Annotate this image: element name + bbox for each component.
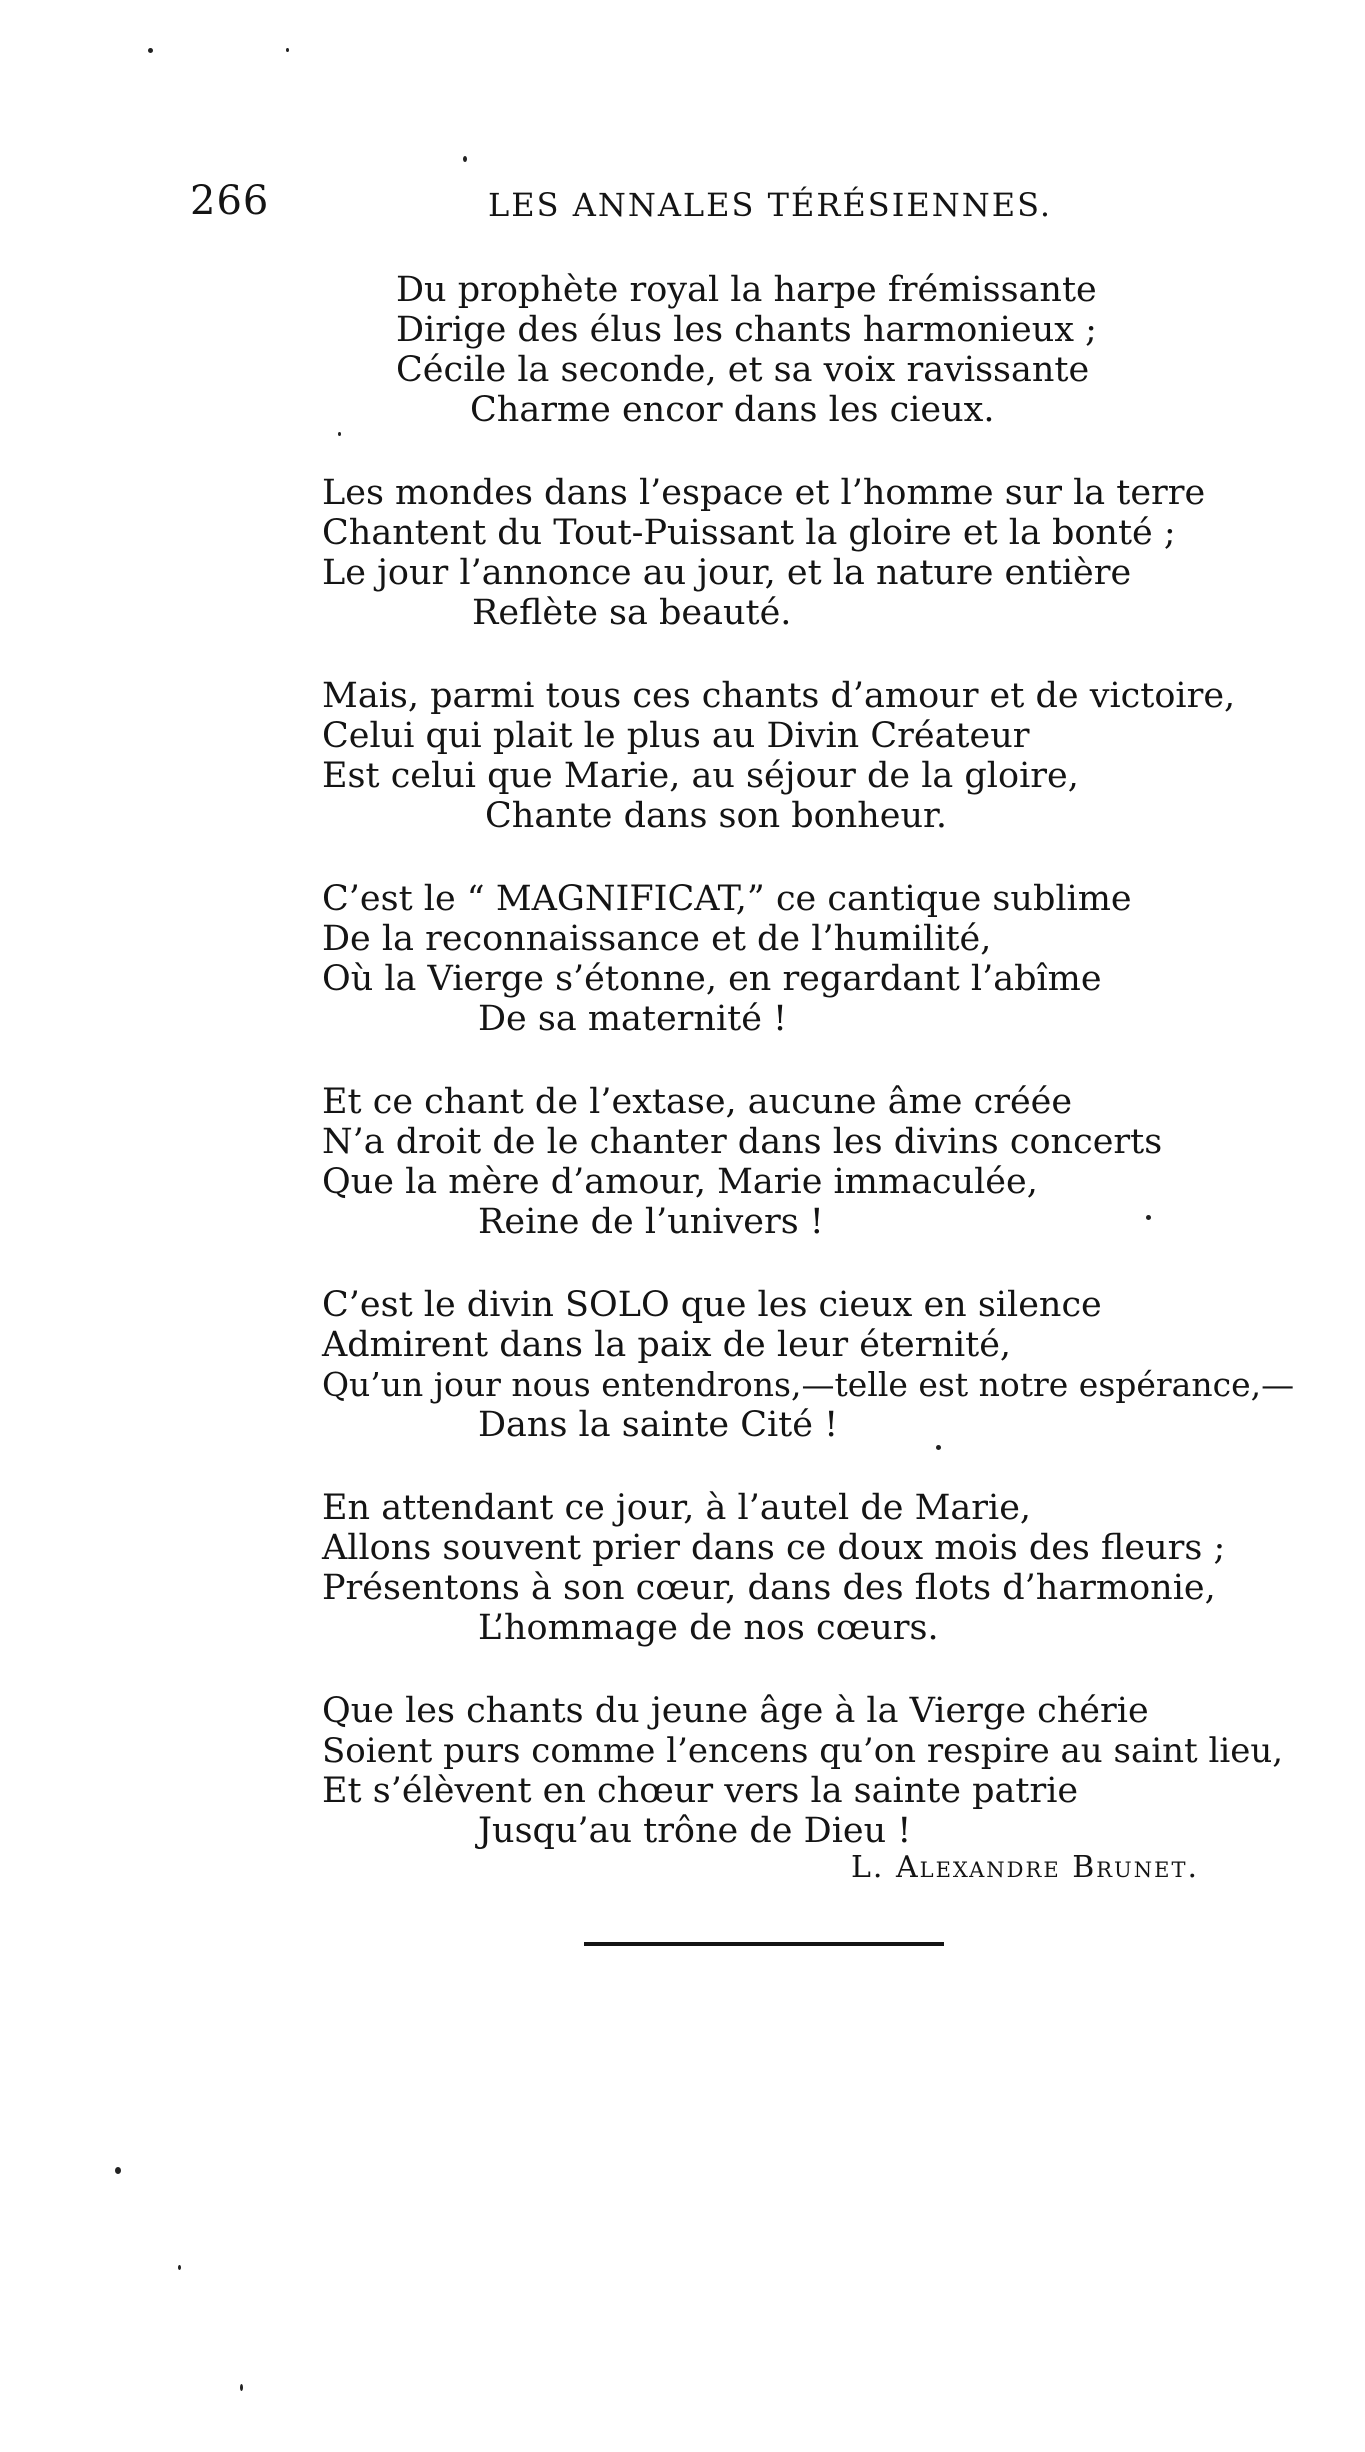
stanza bbox=[0, 1285, 1365, 1488]
verse-line: Et s’élèvent en chœur vers la sainte patrie bbox=[322, 1771, 1079, 1811]
verse-line: N’a droit de le chanter dans les divins concerts bbox=[322, 1122, 1163, 1162]
verse-line: Qu’un jour nous entendrons,—telle est notre espérance,— bbox=[322, 1365, 1295, 1404]
stanza bbox=[0, 676, 1365, 879]
print-speck bbox=[178, 2265, 181, 2270]
verse-line: Admirent dans la paix de leur éternité, bbox=[322, 1325, 1012, 1365]
verse-line: Allons souvent prier dans ce doux mois des fleurs ; bbox=[322, 1528, 1226, 1568]
poem bbox=[0, 270, 1365, 1894]
closing-rule bbox=[584, 1942, 944, 1946]
verse-line: L’hommage de nos cœurs. bbox=[478, 1608, 939, 1648]
page-number: 266 bbox=[190, 178, 270, 224]
stanza bbox=[0, 270, 1365, 473]
verse-line: De la reconnaissance et de l’humilité, bbox=[322, 919, 992, 959]
verse-line: Cécile la seconde, et sa voix ravissante bbox=[396, 350, 1090, 390]
verse-line: Mais, parmi tous ces chants d’amour et de victoire, bbox=[322, 676, 1236, 716]
verse-line: Soient purs comme l’encens qu’on respire au saint lieu, bbox=[322, 1731, 1284, 1771]
verse-line: Charme encor dans les cieux. bbox=[470, 390, 995, 430]
verse-line: Les mondes dans l’espace et l’homme sur la terre bbox=[322, 473, 1206, 513]
verse-line: Où la Vierge s’étonne, en regardant l’abîme bbox=[322, 959, 1102, 999]
verse-line: En attendant ce jour, à l’autel de Marie, bbox=[322, 1488, 1032, 1528]
verse-line: Jusqu’au trône de Dieu ! bbox=[478, 1811, 912, 1851]
print-speck bbox=[148, 48, 153, 53]
verse-line: Chante dans son bonheur. bbox=[485, 796, 948, 836]
verse-line: Celui qui plait le plus au Divin Créateur bbox=[322, 716, 1030, 756]
author-signature: L. Alexandre Brunet. bbox=[851, 1850, 1199, 1885]
stanza bbox=[0, 879, 1365, 1082]
verse-line: Présentons à son cœur, dans des flots d’harmonie, bbox=[322, 1568, 1216, 1608]
verse-line: Dans la sainte Cité ! bbox=[478, 1405, 839, 1445]
verse-line: Reflète sa beauté. bbox=[472, 593, 792, 633]
verse-line: Du prophète royal la harpe frémissante bbox=[396, 270, 1097, 310]
verse-line: De sa maternité ! bbox=[478, 999, 788, 1039]
verse-line: Est celui que Marie, au séjour de la gloire, bbox=[322, 756, 1079, 796]
verse-line: Que les chants du jeune âge à la Vierge chérie bbox=[322, 1691, 1149, 1731]
running-title: LES ANNALES TÉRÉSIENNES. bbox=[488, 186, 1053, 224]
print-speck bbox=[240, 2384, 243, 2391]
verse-line: C’est le “ MAGNIFICAT,” ce cantique sublime bbox=[322, 879, 1132, 919]
verse-line: Reine de l’univers ! bbox=[478, 1202, 824, 1242]
stanza bbox=[0, 1488, 1365, 1691]
verse-line: Et ce chant de l’extase, aucune âme créée bbox=[322, 1082, 1073, 1122]
verse-line: C’est le divin SOLO que les cieux en silence bbox=[322, 1285, 1102, 1325]
print-speck bbox=[286, 48, 289, 52]
stanza bbox=[0, 473, 1365, 676]
verse-line: Que la mère d’amour, Marie immaculée, bbox=[322, 1162, 1038, 1202]
print-speck bbox=[115, 2167, 121, 2174]
stanza bbox=[0, 1082, 1365, 1285]
verse-line: Dirige des élus les chants harmonieux ; bbox=[396, 310, 1097, 350]
verse-line: Le jour l’annonce au jour, et la nature entière bbox=[322, 553, 1132, 593]
print-speck bbox=[463, 156, 467, 162]
verse-line: Chantent du Tout-Puissant la gloire et la bonté ; bbox=[322, 513, 1176, 553]
